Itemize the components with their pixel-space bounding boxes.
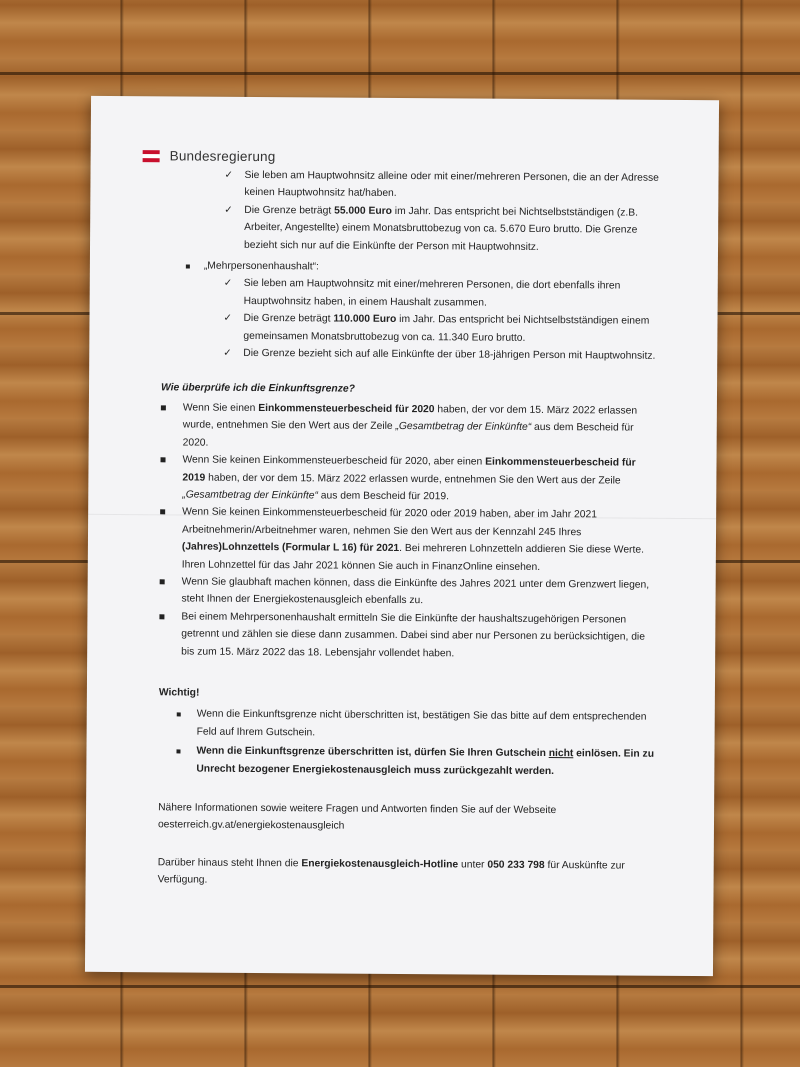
hotline-paragraph: Darüber hinaus steht Ihnen die Energiekostenausgleich-Hotline unter 050 233 798 für Auskünfte zur Verfügung. bbox=[157, 857, 625, 886]
list-item bbox=[224, 275, 662, 313]
list-item-text: Die Grenze bezieht sich auf alle Einkünfte der über 18-jährigen Person mit Hauptwohnsitz. bbox=[243, 347, 656, 362]
floor-seam bbox=[0, 985, 800, 988]
document-body bbox=[158, 166, 663, 892]
hotline-name: Energiekostenausgleich-Hotline bbox=[301, 858, 459, 871]
check-icon: ✓ bbox=[223, 347, 232, 359]
list-item-text: Wenn die Einkunftsgrenze überschritten ist, dürfen Sie Ihren Gutschein nicht einlösen. Ein zu Unrecht bezogener Energiekostenausgleich muss zurückgezahlt werden. bbox=[196, 745, 655, 777]
important-heading: Wichtig! bbox=[158, 687, 200, 699]
brand-title: Bundesregierung bbox=[169, 148, 276, 165]
list-item bbox=[160, 504, 660, 577]
info-text: Nähere Informationen sowie weitere Fragen und Antworten finden Sie auf der Webseite bbox=[158, 802, 557, 817]
austria-flag-icon bbox=[143, 150, 160, 162]
list-item-text: Wenn Sie einen Einkommensteuerbescheid für 2020 haben, der vor dem 15. März 2022 erlassen wurde, entnehmen Sie den Wert aus der Zeile „Gesamtbetrag der Einkünfte“ aus dem Bescheid für 2020. bbox=[182, 402, 638, 449]
list-item-text: Wenn Sie keinen Einkommensteuerbescheid für 2020 oder 2019 haben, aber im Jahr 2021 Arbeitnehmerin/Arbeitnehmer waren, nehmen Sie den Wert aus der Kennzahl 245 Ihres (Jahres)Lohnzettels (Formular L 16) für 2021. Bei mehreren Lohnzetteln addieren Sie diese Werte. Ihren Lohnzettel für das Jahr 2021 können Sie auch in FinanzOnline einsehen. bbox=[181, 506, 644, 573]
list-item-text: Sie leben am Hauptwohnsitz mit einer/mehreren Personen, die dort ebenfalls ihren Hauptwohnsitz haben, in einem Haushalt zusammen. bbox=[243, 278, 621, 309]
hotline-number: 050 233 798 bbox=[487, 859, 545, 871]
list-item bbox=[223, 310, 661, 348]
list-item-text: Wenn Sie keinen Einkommensteuerbescheid für 2020, aber einen Einkommensteuerbescheid für 2019 haben, der vor dem 15. März 2022 erlassen wurde, entnehmen Sie den Wert aus der Zeile „Gesamtbetrag der Einkünfte“ aus dem Bescheid für 2019. bbox=[182, 454, 636, 503]
list-item bbox=[161, 399, 661, 455]
bullet-icon bbox=[176, 743, 180, 778]
list-item bbox=[159, 608, 659, 664]
list-item-text: Wenn die Einkunftsgrenze nicht überschritten ist, bestätigen Sie das bitte auf dem entsprechenden Feld auf Ihrem Gutschein. bbox=[196, 708, 647, 739]
list-item-text: Die Grenze beträgt 110.000 Euro im Jahr. Das entspricht bei Nichtselbstständigen einem gemeinsamen Monatsbruttobezug von ca. 11.340 Euro brutto. bbox=[243, 313, 650, 344]
list-item-text: Sie leben am Hauptwohnsitz alleine oder mit einer/mehreren Personen, die an der Adresse keinen Hauptwohnsitz hat/haben. bbox=[244, 169, 659, 200]
bullet-icon bbox=[159, 573, 167, 608]
bullet-icon bbox=[160, 451, 168, 503]
info-url: oesterreich.gv.at/energiekostenausgleich bbox=[157, 819, 345, 833]
list-item-text: Bei einem Mehrpersonenhaushalt ermitteln Sie die Einkünfte der haushaltszugehörigen Personen getrennt und zählen sie diese dann zusammen. Dabei sind aber nur Personen zu berücksichtigen, die bis zum 15. März 2022 das 18. Lebensjahr vollendet haben. bbox=[181, 611, 645, 659]
list-item bbox=[224, 202, 662, 257]
page-header bbox=[143, 148, 276, 164]
bullet-icon bbox=[186, 258, 194, 275]
list-item bbox=[176, 743, 658, 781]
list-item-text: Die Grenze beträgt 55.000 Euro im Jahr. Das entspricht bei Nichtselbstständigen (z.B. Arbeiter, Angestellte) einem Monatsbruttobezug von ca. 5.670 Euro brutto. Die Grenze bezieht sich nur auf die Einkünfte der Person mit Hauptwohnsitz. bbox=[243, 204, 639, 253]
list-item-text: Wenn Sie glaubhaft machen können, dass die Einkünfte des Jahres 2021 unter dem Grenzwert liegen, steht Ihnen der Energiekostenausgleich ebenfalls zu. bbox=[181, 576, 650, 607]
bullet-icon bbox=[177, 706, 181, 741]
list-item bbox=[224, 167, 662, 205]
floor-seam bbox=[0, 72, 800, 75]
check-icon: ✓ bbox=[223, 278, 233, 290]
document-page bbox=[85, 96, 719, 976]
list-item bbox=[159, 573, 659, 611]
section-heading: Wie überprüfe ich die Einkunftsgrenze? bbox=[160, 382, 355, 396]
list-item bbox=[177, 706, 659, 744]
info-paragraph bbox=[158, 799, 658, 837]
check-icon: ✓ bbox=[224, 204, 233, 216]
multi-household-label: „Mehrpersonenhaushalt“: bbox=[203, 260, 319, 273]
check-icon: ✓ bbox=[224, 169, 233, 181]
list-item bbox=[223, 345, 661, 365]
bullet-icon bbox=[160, 504, 168, 574]
list-item bbox=[160, 451, 660, 507]
check-icon: ✓ bbox=[223, 312, 232, 325]
bullet-icon bbox=[161, 399, 169, 451]
bullet-icon bbox=[159, 608, 167, 660]
